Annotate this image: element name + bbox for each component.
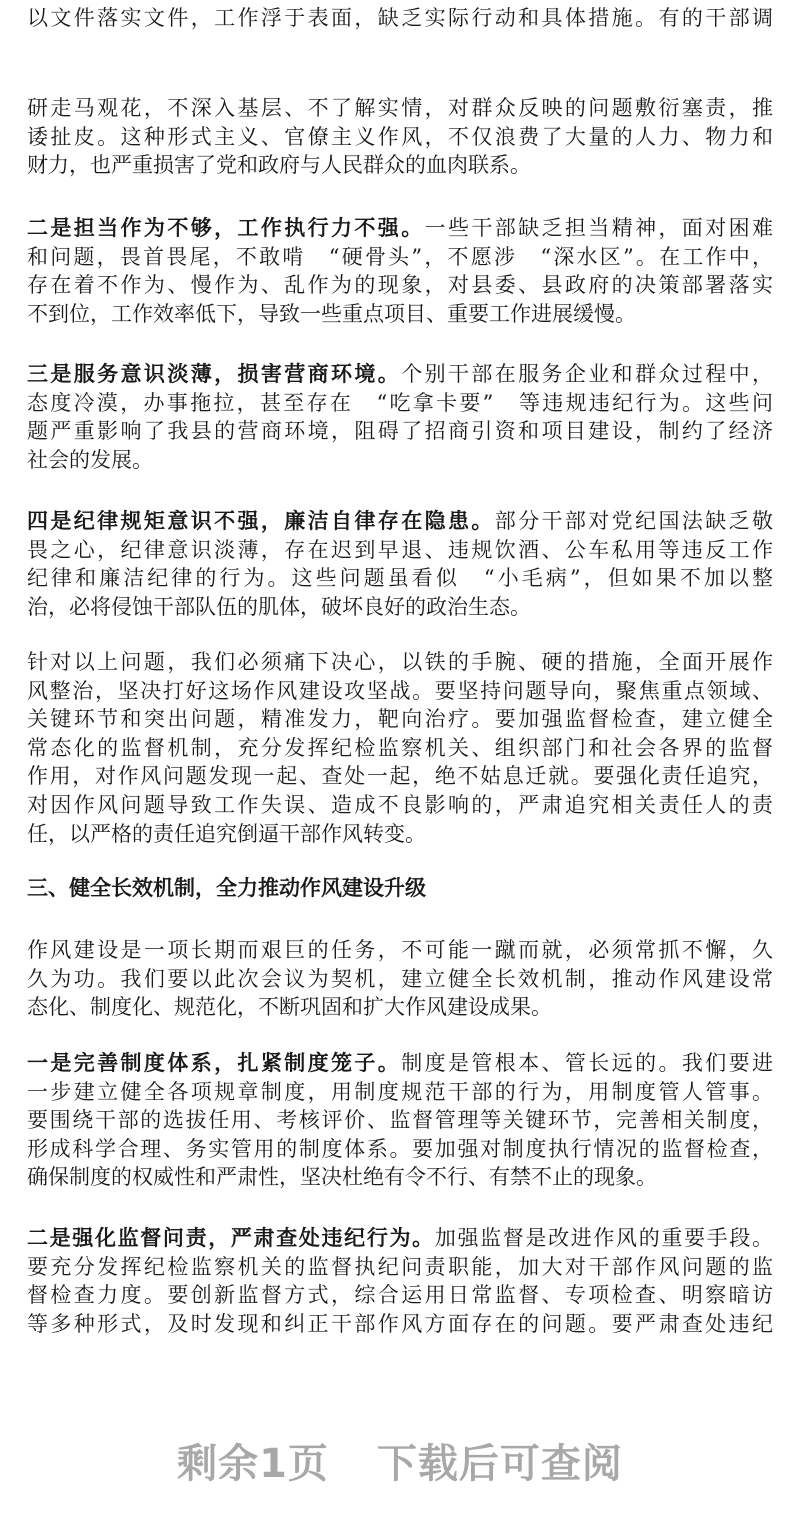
text-line [27, 820, 773, 849]
line-text: 针对以上问题，我们必须痛下决心，以铁的手腕、硬的措施，全面开展作 [27, 650, 773, 674]
text-line [27, 1281, 773, 1310]
line-text: 以文件落实文件，工作浮于表面，缺乏实际行动和具体措施。有的干部调 [27, 6, 773, 30]
paragraph [27, 648, 773, 848]
text-line [27, 507, 773, 536]
text-line [27, 705, 773, 734]
line-text: 风整治，坚决打好这场作风建设攻坚战。要坚持问题导向，聚焦重点领域、 [27, 678, 773, 703]
text-line [27, 564, 773, 593]
line-text: 和问题，畏首畏尾，不敢啃 “硬骨头”，不愿涉 “深水区”。在工作中， [27, 244, 773, 269]
text-line [27, 936, 773, 965]
text-line [27, 1224, 773, 1253]
section-heading [27, 874, 773, 903]
line-text: 诿扯皮。这种形式主义、官僚主义作风，不仅浪费了大量的人力、物力和 [27, 124, 773, 149]
line-text: 确保制度的权威性和严肃性，坚决杜绝有令不行、有禁不止的现象。 [27, 1165, 657, 1190]
line-text: 部分干部对党纪国法缺乏敬 [494, 509, 773, 533]
paragraph-lead: 四是纪律规矩意识不强，廉洁自律存在隐患。 [27, 509, 495, 533]
line-text: 治，必将侵蚀干部队伍的肌体，破坏良好的政治生态。 [27, 594, 531, 619]
text-line [27, 762, 773, 791]
text-line [27, 536, 773, 565]
text-line [27, 123, 773, 152]
remaining-pages-text: 剩余1页 [177, 1441, 329, 1487]
text-line [27, 389, 773, 418]
paragraph [27, 4, 773, 33]
line-text: 等多种形式，及时发现和纠正干部作风方面存在的问题。要严肃查处违纪 [27, 1311, 773, 1336]
text-line [27, 271, 773, 300]
line-text: 加强监督是改进作风的重要手段。 [434, 1226, 773, 1250]
paragraph [27, 936, 773, 1022]
section-heading-text: 三、健全长效机制，全力推动作风建设升级 [27, 876, 426, 900]
line-text: 个别干部在服务企业和群众过程中， [401, 362, 773, 386]
line-text: 态度冷漠，办事拖拉，甚至存在 “吃拿卡要” 等违规违纪行为。这些问 [27, 390, 773, 415]
paragraph [27, 214, 773, 328]
paragraph [27, 1224, 773, 1338]
paragraph-lead: 二是强化监督问责，严肃查处违纪行为。 [27, 1226, 435, 1250]
line-text: 研走马观花，不深入基层、不了解实情，对群众反映的问题敷衍塞责，推 [27, 96, 773, 120]
line-text: 督检查力度。要创新监督方式，综合运用日常监督、专项检查、明察暗访 [27, 1283, 773, 1308]
text-line [27, 360, 773, 389]
line-text: 形成科学合理、务实管用的制度体系。要加强对制度执行情况的监督检查， [27, 1136, 773, 1161]
line-text: 作用，对作风问题发现一起、查处一起，绝不姑息迁就。要强化责任追究， [27, 764, 773, 789]
paragraph [27, 507, 773, 621]
text-line [27, 151, 773, 180]
paragraph-lead: 二是担当作为不够，工作执行力不强。 [27, 216, 425, 240]
line-text: 要围绕干部的选拔任用、考核评价、监督管理等关键环节，完善相关制度， [27, 1108, 773, 1133]
line-text: 久为功。我们要以此次会议为契机，建立健全长效机制，推动作风建设常 [27, 966, 773, 991]
line-text: 题严重影响了我县的营商环境，阻碍了招商引资和项目建设，制约了经济 [27, 419, 773, 444]
text-line [27, 1049, 773, 1078]
line-text: 制度是管根本、管长远的。我们要进 [401, 1051, 773, 1075]
download-prompt[interactable] [0, 1432, 800, 1489]
text-line [27, 593, 773, 622]
line-text: 不到位，工作效率低下，导致一些重点项目、重要工作进展缓慢。 [27, 301, 636, 326]
text-line [27, 965, 773, 994]
paragraph [27, 1049, 773, 1192]
text-line [27, 1310, 773, 1339]
text-line [27, 791, 773, 820]
text-line [27, 1078, 773, 1107]
paragraph-lead: 一是完善制度体系，扎紧制度笼子。 [27, 1051, 402, 1075]
text-line [27, 94, 773, 123]
download-to-view-text[interactable]: 下载后可查阅 [376, 1441, 623, 1487]
text-line [27, 4, 773, 33]
text-line [27, 446, 773, 475]
line-text: 常态化的监督机制，充分发挥纪检监察机关、组织部门和社会各界的监督 [27, 735, 773, 760]
line-text: 任，以严格的责任追究倒逼干部作风转变。 [27, 821, 426, 846]
text-line [27, 993, 773, 1022]
text-line [27, 1106, 773, 1135]
paragraph-lead: 三是服务意识淡薄，损害营商环境。 [27, 362, 402, 386]
line-text: 社会的发展。 [27, 447, 153, 472]
text-line [27, 1135, 773, 1164]
line-text: 作风建设是一项长期而艰巨的任务，不可能一蹴而就，必须常抓不懈，久 [27, 938, 773, 962]
paragraph [27, 360, 773, 474]
line-text: 财力，也严重损害了党和政府与人民群众的血肉联系。 [27, 153, 531, 178]
text-line [27, 1253, 773, 1282]
text-line [27, 1163, 773, 1192]
paragraph [27, 94, 773, 180]
text-line [27, 300, 773, 329]
line-text: 对因作风问题导致工作失误、造成不良影响的，严肃追究相关责任人的责 [27, 792, 773, 817]
line-text: 存在着不作为、慢作为、乱作为的现象，对县委、县政府的决策部署落实 [27, 273, 773, 298]
line-text: 畏之心，纪律意识淡薄，存在迟到早退、违规饮酒、公车私用等违反工作 [27, 537, 773, 562]
line-text: 关键环节和突出问题，精准发力，靶向治疗。要加强监督检查，建立健全 [27, 707, 773, 732]
line-text: 一步建立健全各项规章制度，用制度规范干部的行为，用制度管人管事。 [27, 1079, 773, 1104]
text-line [27, 734, 773, 763]
line-text: 纪律和廉洁纪律的行为。这些问题虽看似 “小毛病”，但如果不加以整 [27, 566, 773, 591]
text-line [27, 214, 773, 243]
line-text: 态化、制度化、规范化，不断巩固和扩大作风建设成果。 [27, 995, 552, 1020]
text-line [27, 677, 773, 706]
line-text: 一些干部缺乏担当精神，面对困难 [424, 216, 773, 240]
text-line [27, 648, 773, 677]
text-line [27, 243, 773, 272]
text-line [27, 417, 773, 446]
line-text: 要充分发挥纪检监察机关的监督执纪问责职能，加大对干部作风问题的监 [27, 1254, 773, 1279]
